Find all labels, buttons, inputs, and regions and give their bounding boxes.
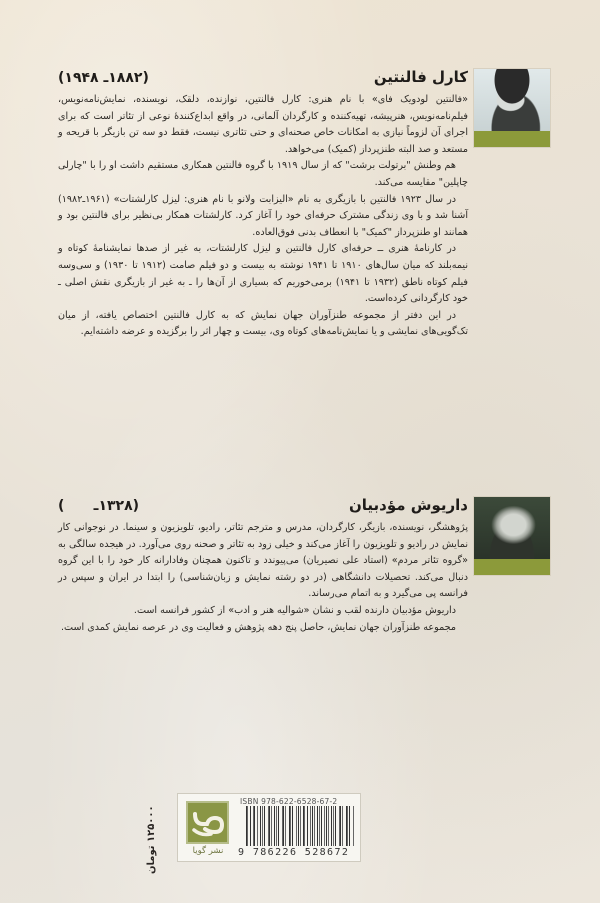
barcode-digits: 9 786226 528672	[238, 847, 350, 858]
bio-paragraph: هم وطنش "برتولت برشت" که از سال ۱۹۱۹ با گروه فالنتین همکاری مستقیم داشت او را با "چارلی چاپلین" مقایسه می‌کند.	[58, 160, 468, 188]
barcode-box	[177, 793, 361, 862]
portrait-karl-valentin	[474, 69, 550, 147]
author-name: کارل فالنتین	[373, 68, 468, 86]
portrait-green-band	[474, 131, 550, 147]
isbn-label: ISBN 978-622-6528-67-2	[240, 797, 338, 806]
author-heading	[58, 496, 468, 520]
author-name: داریوش مؤدبیان	[348, 496, 468, 514]
bio-paragraph: مجموعه طنزآوران جهان نمایش، حاصل پنج دهه پژوهش و فعالیت وی در عرصه نمایش کمدی است.	[61, 621, 456, 633]
publisher-logo-glyph-icon	[191, 808, 225, 838]
author-dates: (۱۸۸۲ـ ۱۹۴۸)	[58, 70, 149, 86]
portrait-photo-icon	[474, 69, 550, 131]
author-dates: (۱۳۲۸ـ )	[58, 498, 140, 514]
price-label: ۱۲۵۰۰۰ تومان	[146, 805, 157, 875]
bio-paragraph: «فالنتین لودویک فای» با نام هنری: کارل فالنتین، نوازنده، دلقک، نویسنده، نمایش‌نامه‌نویس، فیلم‌نامه‌نویس، هنرپیشه، تهیه‌کننده و کارگردان آلمانی، در واقع ابداع‌کنندهٔ نوعی از تئاتر است که برای اجرای آن لزوماً نیازی به امکانات خاص صحنه‌ای و حتی تئاتری نیست، فقط دو سه تن بازیگر با قریحه و مستعد و صد البته طنزپرداز (کمیک) می‌خواهد.	[58, 94, 468, 155]
bio-paragraph: در سال ۱۹۲۳ فالنتین با بازیگری به نام «الیزابت ولانو با نام هنری: لیزل کارلشتات» (۱۹۶۱ـ۱۹۸۲) آشنا شد و با وی زندگی مشترک حرفه‌ای خود را آغاز کرد. کارلشتات همکار بی‌نظیر برای فالنتین بود و همانند او طنزپرداز "کمیک" با انعطاف بدنی فوق‌العاده.	[58, 193, 468, 238]
barcode-bars-icon	[246, 806, 354, 846]
bio-paragraph: در کارنامهٔ هنری ــ حرفه‌ای کارل فالنتین و لیزل کارلشتات، به غیر از صدها نمایشنامهٔ کوتاه و نیمه‌بلند که میان سال‌های ۱۹۱۰ تا ۱۹۴۱ نوشته به بیست و دو فیلم صامت (۱۹۱۲ تا ۱۹۳۰) و سی‌وسه فیلم کوتاه ناطق (۱۹۳۲ تا ۱۹۴۱) برمی‌خوریم که بسیاری از آن‌ها را ـ به غیر از بازیگری نقش اصلی ـ خود کارگردانی کرده‌است.	[58, 243, 468, 305]
author-heading	[58, 68, 468, 92]
author-section-karl-valentin	[58, 68, 468, 341]
goya-publisher-logo-icon	[186, 801, 229, 844]
portrait-dariush-moadabian	[474, 497, 550, 575]
portrait-photo-icon	[474, 497, 550, 559]
bio-paragraph: در این دفتر از مجموعه طنزآوران جهان نمایش که به کارل فالنتین اختصاص یافته، از میان تک‌گویی‌های نمایشی و یا نمایش‌نامه‌های کوتاه وی، بیست و چهار اثر را برگزیده و عرضه داشته‌ایم.	[58, 309, 468, 338]
author-section-dariush-moadabian	[58, 496, 468, 636]
bio-paragraph: داریوش مؤدبیان دارنده لقب و نشان «شوالیه هنر و ادب» از کشور فرانسه است.	[133, 604, 456, 616]
publisher-name: نشر گویا	[192, 846, 224, 856]
bio-paragraph: پژوهشگر، نویسنده، بازیگر، کارگردان، مدرس و مترجم تئاتر، رادیو، تلویزیون و سینما. در نوجوانی کار نمایش در رادیو و تلویزیون را آغاز می‌کند و خیلی زود به تئاتر و صحنه روی می‌آورد. در هیجده سالگی به «گروه تئاتر مردم» (استاد علی نصیریان) می‌پیوندد و تاکنون همچنان وفادارانه کار خود را با این گروه دنبال می‌کند. تحصیلات دانشگاهی (در دو رشته نمایش و زبان‌شناسی) را ابتدا در ایران و سپس در فرانسه پی می‌گیرد و به اتمام می‌رساند.	[58, 522, 468, 600]
portrait-green-band	[474, 559, 550, 575]
